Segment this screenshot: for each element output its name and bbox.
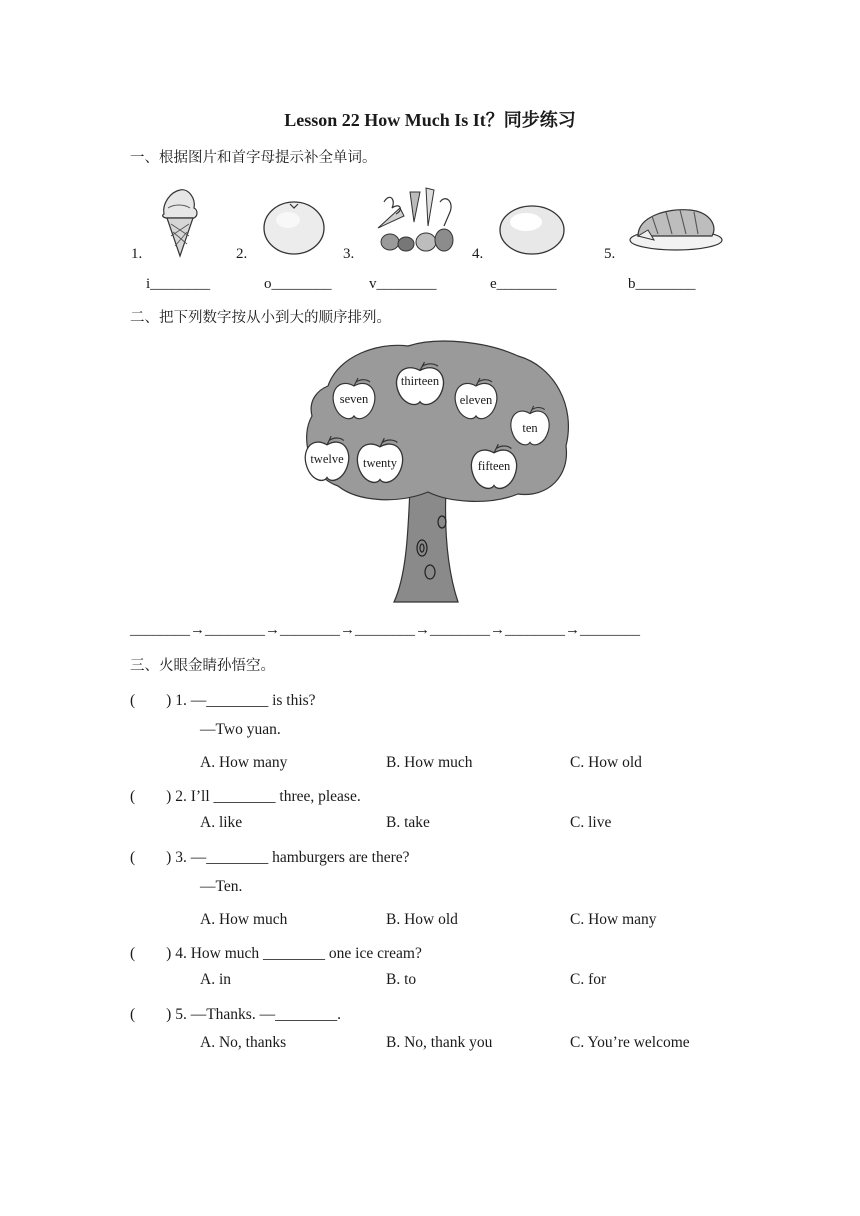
apple-thirteen: thirteen: [393, 360, 447, 408]
apple-fifteen: fifteen: [468, 442, 520, 492]
page-title: Lesson 22 How Much Is It？同步练习: [284, 110, 576, 130]
bread-icon: [628, 206, 724, 252]
question-5-option-b[interactable]: B. No, thank you: [386, 1034, 493, 1051]
question-3-option-a[interactable]: A. How much: [200, 911, 288, 928]
question-2-option-a[interactable]: A. like: [200, 814, 243, 831]
ice-cream-icon: [158, 186, 202, 258]
question-4-option-c[interactable]: C. for: [570, 971, 607, 988]
question-4-stem: ( ) 4. How much ________ one ice cream?: [130, 945, 422, 962]
item-4-answer-blank[interactable]: e________: [490, 276, 557, 292]
question-4-option-a[interactable]: A. in: [200, 971, 231, 988]
section-1-heading: 一、根据图片和首字母提示补全单词。: [130, 150, 377, 166]
question-1-option-b[interactable]: B. How much: [386, 754, 473, 771]
question-3-option-c[interactable]: C. How many: [570, 911, 657, 928]
question-1-option-c[interactable]: C. How old: [570, 754, 642, 771]
vegetables-icon: [370, 182, 460, 256]
question-1-reply: —Two yuan.: [200, 721, 281, 738]
tree-trunk: [394, 488, 458, 602]
ordering-answer-line[interactable]: ________→________→________→________→________→________→________: [130, 622, 640, 638]
item-4-number: 4.: [472, 246, 484, 262]
item-5-number: 5.: [604, 246, 616, 262]
question-5-option-a[interactable]: A. No, thanks: [200, 1034, 287, 1051]
item-2-answer-blank[interactable]: o________: [264, 276, 332, 292]
question-2-option-b[interactable]: B. take: [386, 814, 430, 831]
question-5-option-c[interactable]: C. You’re welcome: [570, 1034, 690, 1051]
apple-twelve: twelve: [302, 434, 352, 484]
section-3-heading: 三、火眼金睛孙悟空。: [130, 658, 275, 674]
apple-eleven: eleven: [452, 376, 500, 422]
item-3-answer-blank[interactable]: v________: [369, 276, 437, 292]
apple-twenty: twenty: [354, 436, 406, 486]
question-3-reply: —Ten.: [200, 878, 243, 895]
item-1-number: 1.: [131, 246, 143, 262]
item-2-number: 2.: [236, 246, 248, 262]
question-5-stem: ( ) 5. —Thanks. —________.: [130, 1006, 341, 1023]
question-4-option-b[interactable]: B. to: [386, 971, 417, 988]
question-2-option-c[interactable]: C. live: [570, 814, 612, 831]
orange-icon: [262, 198, 326, 256]
apple-ten: ten: [508, 404, 552, 448]
question-1-option-a[interactable]: A. How many: [200, 754, 288, 771]
question-2-stem: ( ) 2. I’ll ________ three, please.: [130, 788, 361, 805]
item-5-answer-blank[interactable]: b________: [628, 276, 696, 292]
egg-icon: [498, 204, 566, 256]
question-1-stem: ( ) 1. —________ is this?: [130, 692, 316, 709]
apple-seven: seven: [330, 376, 378, 422]
item-3-number: 3.: [343, 246, 355, 262]
question-3-option-b[interactable]: B. How old: [386, 911, 458, 928]
item-1-answer-blank[interactable]: i________: [146, 276, 211, 292]
section-2-heading: 二、把下列数字按从小到大的顺序排列。: [130, 310, 391, 326]
question-3-stem: ( ) 3. —________ hamburgers are there?: [130, 849, 410, 866]
